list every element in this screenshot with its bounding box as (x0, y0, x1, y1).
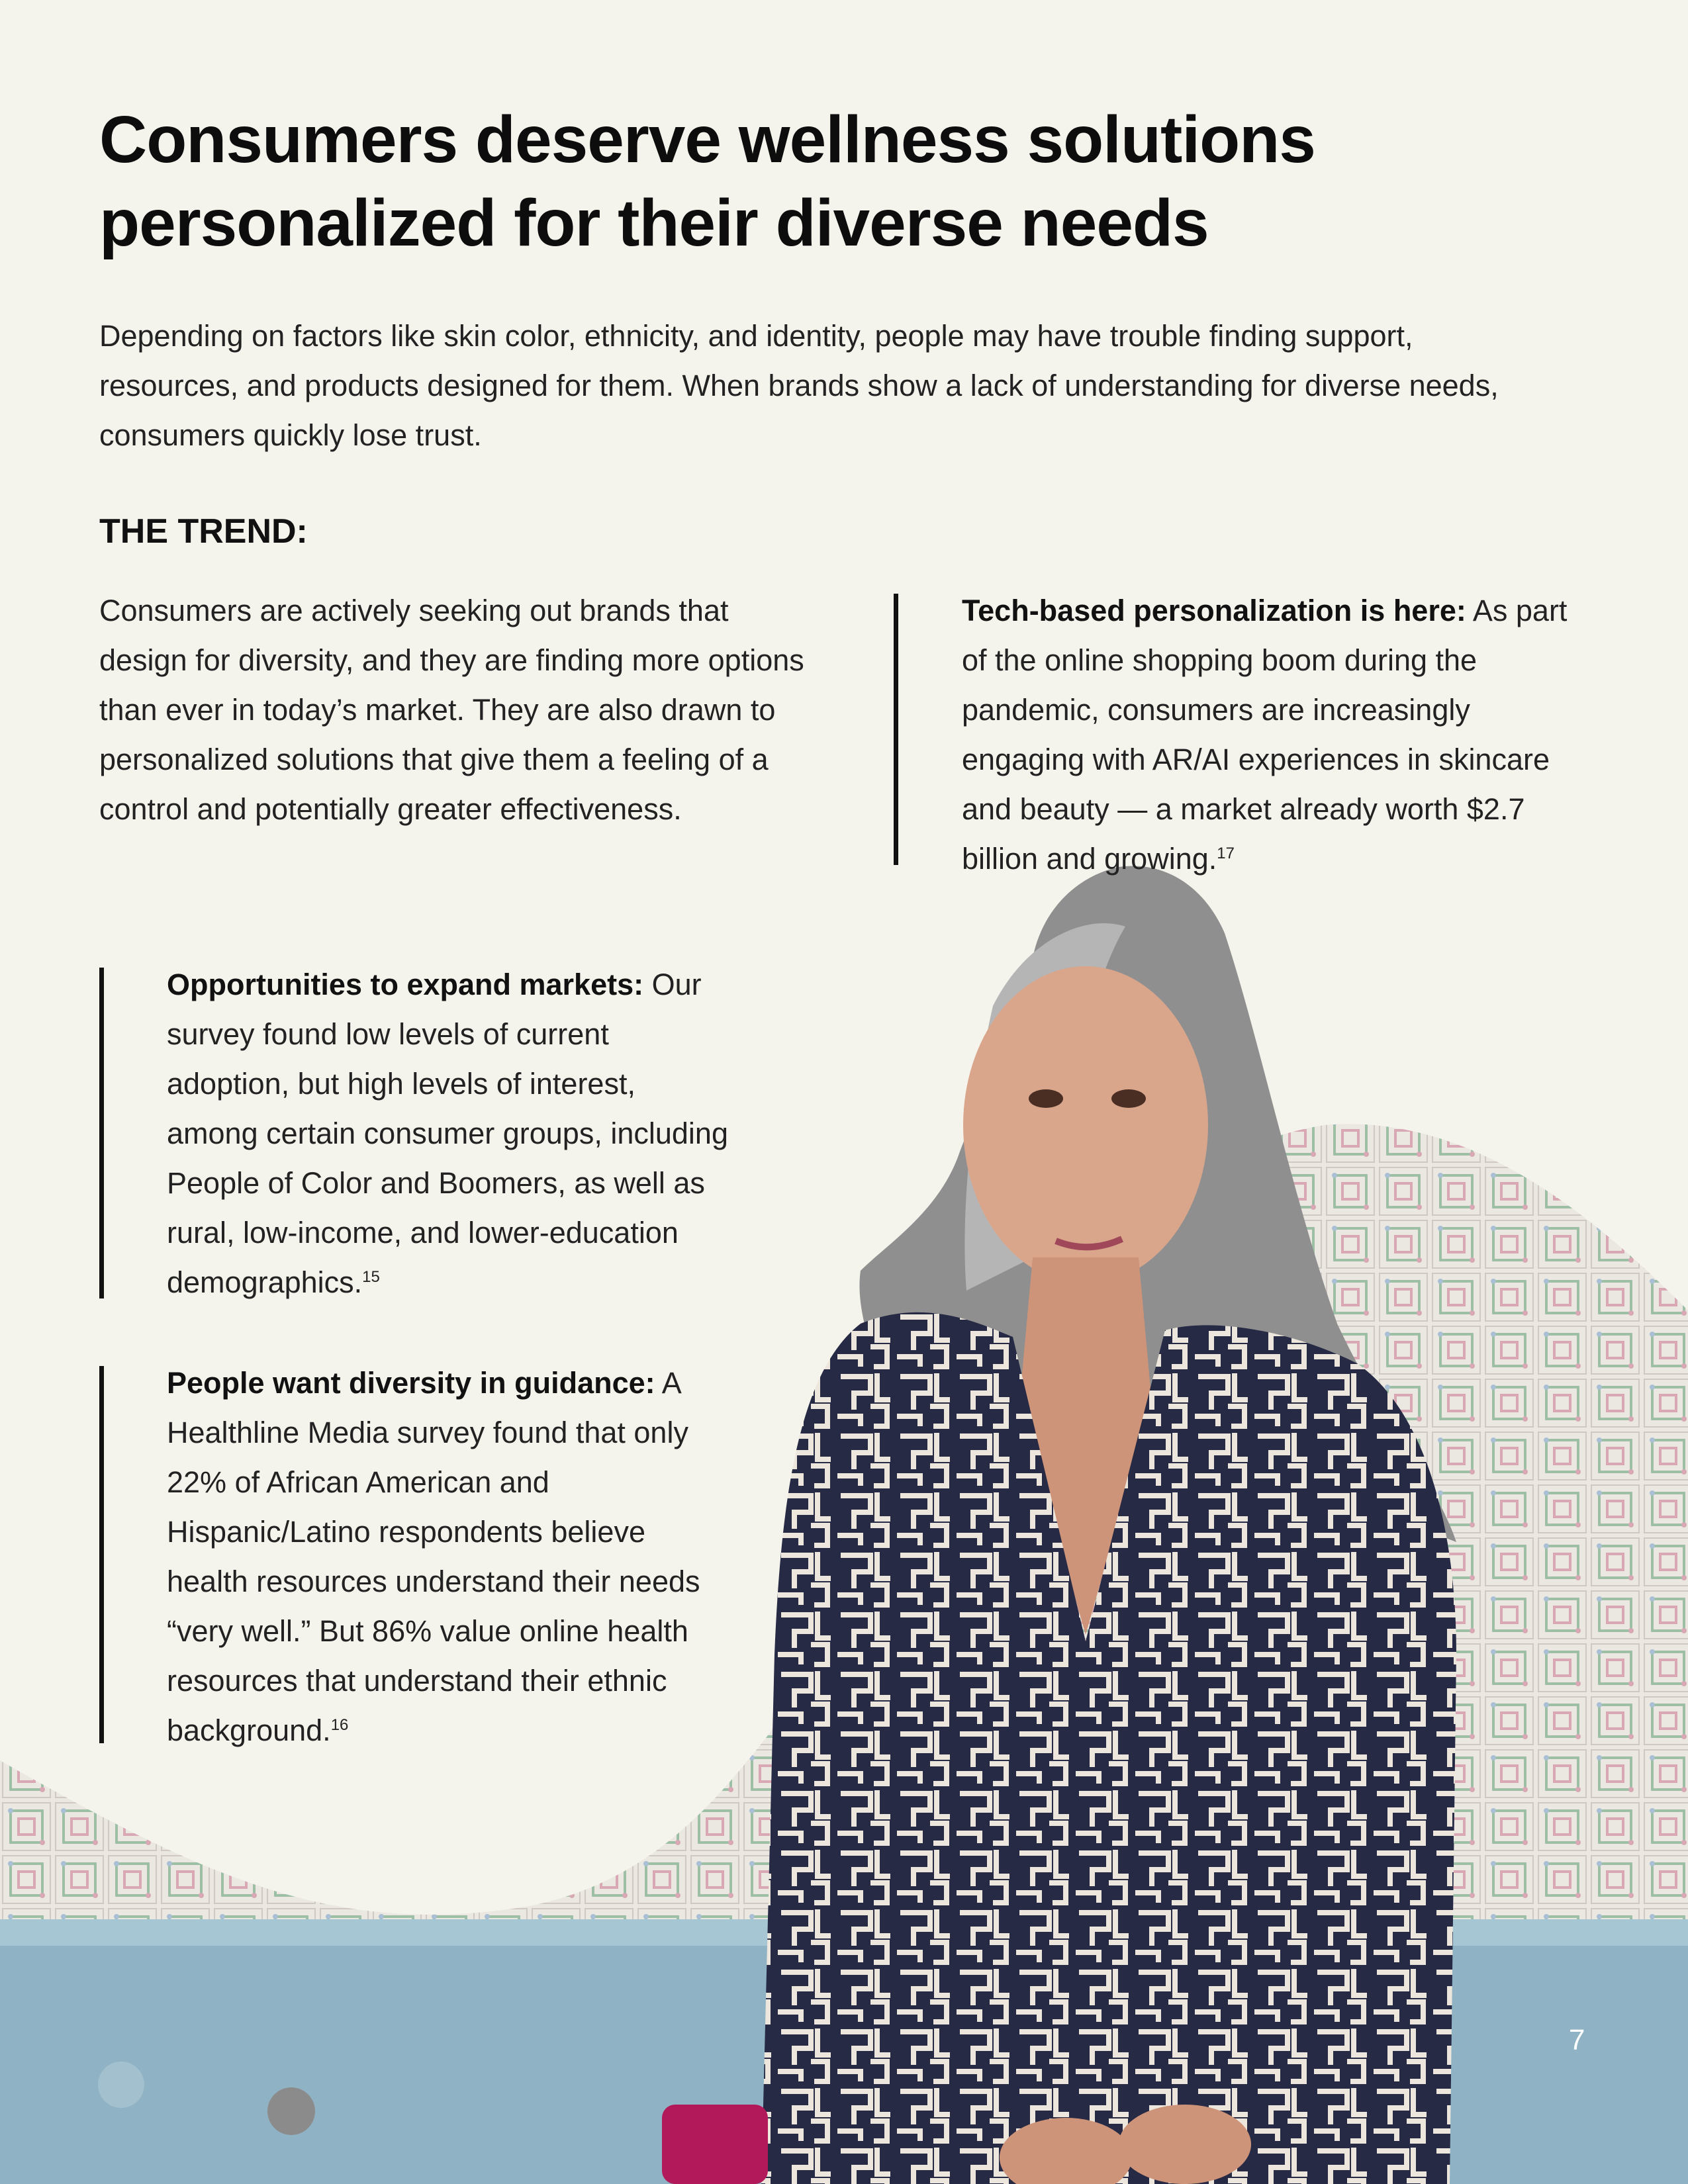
callout-lead: Opportunities to expand markets: (167, 968, 644, 1001)
page-number: 7 (1569, 2024, 1585, 2056)
footnote-ref: 15 (362, 1268, 380, 1286)
callout-text (962, 586, 1589, 884)
callout-body: A Healthline Media survey found that only 22% of African American and Hispanic/Latino respondents believe health resources understand their needs “very well.” But 86% value online health resources that understand their ethnic background. (167, 1366, 700, 1747)
intro-paragraph: Depending on factors like skin color, ethnicity, and identity, people may have trouble finding support, resources, and products designed for them. When brands show a lack of understanding for diverse needs, consumers quickly lose trust. (99, 319, 1499, 452)
page-title: Consumers deserve wellness solutions personalized for their diverse needs (99, 103, 1315, 260)
footnote-ref: 16 (330, 1716, 349, 1734)
callout-text (167, 1358, 735, 1755)
trend-heading: THE TREND: (99, 512, 308, 551)
woman-figure (662, 866, 1456, 2184)
callout-text (167, 960, 735, 1307)
brand-logo-icon (98, 2062, 144, 2108)
callout-lead: Tech-based personalization is here: (962, 594, 1466, 627)
callout-accent-bar (99, 968, 104, 1298)
callout-accent-bar (894, 594, 898, 865)
callout-tech-personalization (894, 586, 1589, 884)
callout-accent-bar (99, 1366, 104, 1743)
callout-body: Our survey found low levels of current adoption, but high levels of interest, among certain consumer groups, including People of Color and Boomers, as well as rural, low-income, and lower-education demographics. (167, 968, 728, 1299)
callout-expand-markets (99, 960, 735, 1307)
callout-diversity-guidance (99, 1358, 735, 1755)
callout-lead: People want diversity in guidance: (167, 1366, 655, 1400)
trend-body: Consumers are actively seeking out brands that design for diversity, and they are finding more options than ever in today’s market. They are also drawn to personalized solutions that give them a feeling of a control and potentially greater effectiveness. (99, 594, 804, 826)
callout-body: As part of the online shopping boom during the pandemic, consumers are increasingly engaging with AR/AI experiences in skincare and beauty — a market already worth $2.7 billion and growing. (962, 594, 1568, 876)
footnote-ref: 17 (1217, 844, 1235, 862)
